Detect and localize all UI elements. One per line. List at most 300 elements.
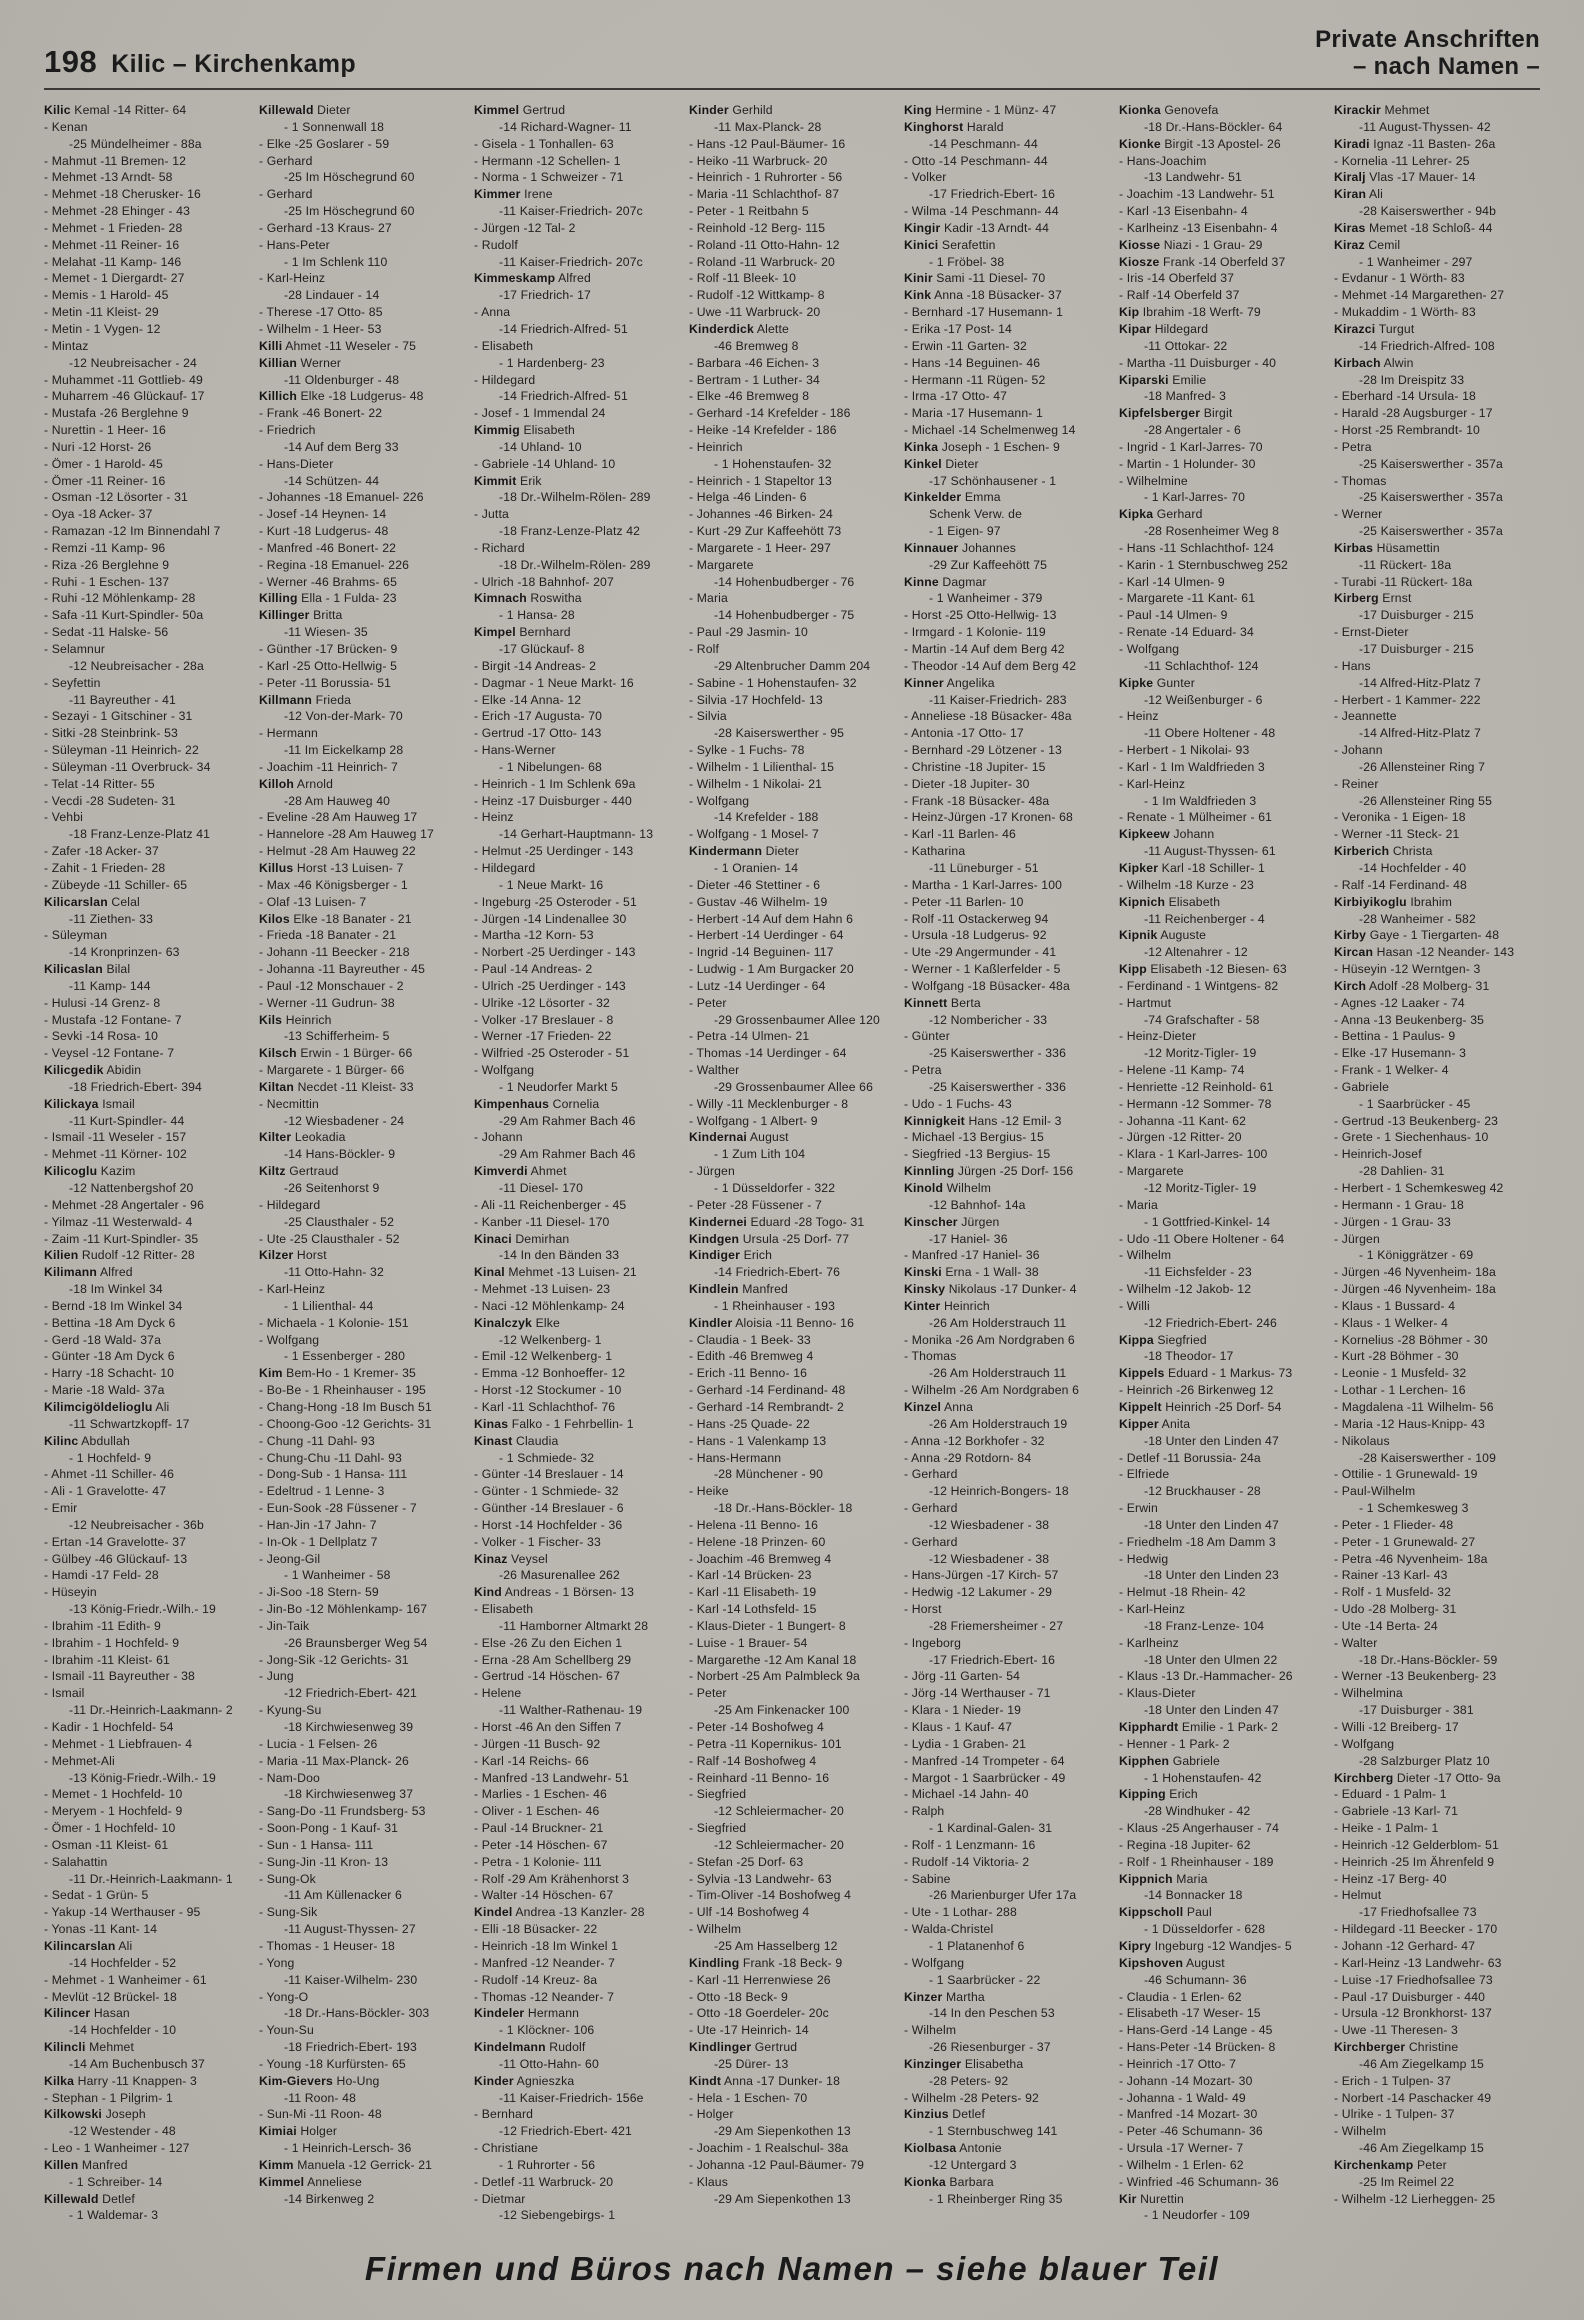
directory-entry: - Bettina -18 Am Dyck 6 — [44, 1315, 176, 1330]
header-left — [44, 44, 356, 80]
directory-entry: - Heinz-Dieter — [1119, 1029, 1197, 1044]
surname: Kipphardt — [1119, 1720, 1179, 1734]
directory-entry: - Helmut — [1334, 1888, 1382, 1903]
entry-continuation: - 1 Waldemar- 3 — [69, 2208, 159, 2223]
surname-entry: Kinzinger Elisabetha — [904, 2056, 1024, 2071]
directory-entry: - Luise -17 Friedhofsallee 73 — [1334, 1972, 1493, 1987]
directory-entry: - Udo -11 Obere Holtener - 64 — [1119, 1231, 1285, 1246]
directory-entry: - Hermann -11 Rügen- 52 — [904, 372, 1046, 387]
directory-entry: - Heinz — [1119, 709, 1159, 724]
surname: Kirch — [1334, 978, 1367, 993]
entry-continuation: -18 Dr.-Wilhelm-Rölen- 289 — [499, 557, 651, 572]
directory-entry: - Heinrich - 1 Ruhrorter - 56 — [689, 170, 843, 185]
directory-entry: - Meryem - 1 Hochfeld- 9 — [44, 1804, 183, 1819]
directory-entry: - Hans-Peter -14 Brücken- 8 — [1119, 2040, 1276, 2055]
surname-entry: Kimmeskamp Alfred — [474, 271, 591, 286]
directory-entry: - Irma -17 Otto- 47 — [904, 389, 1008, 404]
surname: Kindler — [689, 1315, 733, 1330]
directory-entry: - Paul -14 Ulmen- 9 — [1119, 608, 1228, 623]
surname-entry: Kim Bem-Ho - 1 Kremer- 35 — [259, 1366, 416, 1381]
entry-continuation: -18 Manfred- 3 — [1144, 389, 1227, 404]
directory-entry: - Hedwig -12 Lakumer - 29 — [904, 1585, 1053, 1600]
directory-entry: - Veronika - 1 Eigen- 18 — [1334, 810, 1466, 825]
entry-continuation: -29 Zur Kaffeehött 75 — [929, 557, 1048, 572]
directory-entry: - Heinz -17 Berg- 40 — [1334, 1871, 1447, 1886]
surname: Kirackir — [1334, 103, 1381, 117]
entry-continuation: -12 Nattenbergshof 20 — [69, 1181, 194, 1195]
surname-entry: Kirackir Mehmet — [1334, 103, 1430, 117]
surname: Kiradi — [1334, 136, 1370, 151]
directory-entry: - Elke -14 Anna- 12 — [474, 692, 582, 707]
directory-entry: - Jürgen -12 Tal- 2 — [474, 220, 576, 235]
directory-entry: - Ramazan -12 Im Binnendahl 7 — [44, 524, 221, 539]
directory-entry: - Memis - 1 Harold- 45 — [44, 288, 169, 303]
surname: Kilic — [44, 103, 71, 117]
directory-entry: - Detlef -11 Borussia- 24a — [1119, 1450, 1261, 1465]
directory-entry: - Martha - 1 Karl-Jarres- 100 — [904, 877, 1063, 892]
entry-continuation: -12 Welkenberg- 1 — [499, 1332, 602, 1347]
directory-entry: - Jeannette — [1334, 709, 1397, 724]
directory-entry: - Willy -11 Mecklenburger - 8 — [689, 1096, 849, 1111]
entry-continuation: -14 Richard-Wagner- 11 — [499, 119, 632, 134]
directory-entry: - Grete - 1 Siechenhaus- 10 — [1334, 1130, 1489, 1145]
entry-continuation: -11 Kaiser-Friedrich- 207c — [499, 204, 643, 219]
directory-entry: - Johann -14 Mozart- 30 — [1119, 2073, 1253, 2088]
directory-entry: - Dong-Sub - 1 Hansa- 111 — [259, 1467, 408, 1482]
directory-entry: - Wilma -14 Peschmann- 44 — [904, 204, 1059, 219]
entry-continuation: -18 Unter den Linden 47 — [1144, 1703, 1279, 1718]
entry-continuation: -11 Schlachthof- 124 — [1144, 658, 1259, 673]
surname: Kinas — [474, 1416, 509, 1431]
directory-entry: - Mehmet -11 Körner- 102 — [44, 1147, 187, 1162]
directory-entry: - Walther — [689, 1063, 740, 1078]
entry-continuation: -28 Dahlien- 31 — [1359, 1164, 1445, 1179]
surname-entry: Kilicarslan Celal — [44, 894, 140, 909]
directory-entry: - Henner - 1 Park- 2 — [1119, 1736, 1230, 1751]
surname-entry: Kinas Falko - 1 Fehrbellin- 1 — [474, 1416, 634, 1431]
directory-entry: - Hans-Gerd -14 Lange - 45 — [1119, 2023, 1273, 2038]
surname: Kinski — [904, 1265, 942, 1280]
directory-entry: - Silvia — [689, 709, 727, 724]
directory-entry: - Wolfgang — [689, 793, 750, 808]
entry-continuation: -14 Peschmann- 44 — [929, 136, 1038, 151]
entry-continuation: -14 Am Buchenbusch 37 — [69, 2056, 205, 2071]
directory-entry: - Rudolf — [474, 237, 518, 252]
directory-entry: - Karl -11 Schlachthof- 76 — [474, 1399, 616, 1414]
directory-entry: - Ahmet -11 Schiller- 46 — [44, 1467, 175, 1482]
directory-entry: - Margarete -11 Kant- 61 — [1119, 591, 1256, 606]
directory-entry: - Günther -14 Breslauer - 6 — [474, 1501, 624, 1516]
directory-entry: - Peter -14 Höschen- 67 — [474, 1837, 608, 1852]
directory-entry: - Gerd -18 Wald- 37a — [44, 1332, 162, 1347]
surname-entry: Kindlein Manfred — [689, 1282, 788, 1297]
surname-entry: Kipka Gerhard — [1119, 507, 1203, 522]
entry-continuation: -18 Unter den Ulmen 22 — [1144, 1652, 1278, 1667]
directory-entry: - Marie -18 Wald- 37a — [44, 1383, 165, 1398]
directory-entry: - Wolfgang — [474, 1063, 535, 1078]
directory-entry: - Klara - 1 Nieder- 19 — [904, 1703, 1022, 1718]
surname-entry: Kilien Rudolf -12 Ritter- 28 — [44, 1248, 195, 1263]
directory-entry: - Mintaz — [44, 338, 89, 353]
directory-entry: - Uwe -11 Theresen- 3 — [1334, 2023, 1458, 2038]
directory-entry: - Maria -12 Haus-Knipp- 43 — [1334, 1416, 1485, 1431]
directory-entry: - Norbert -25 Uerdinger - 143 — [474, 945, 636, 960]
directory-entry: - Günter — [904, 1029, 950, 1044]
entry-continuation: -18 Friedrich-Ebert- 193 — [284, 2040, 417, 2055]
surname-entry: Kinal Mehmet -13 Luisen- 21 — [474, 1265, 637, 1280]
header-right-line1: Private Anschriften — [1315, 26, 1540, 53]
directory-entry: - Sedat - 1 Grün- 5 — [44, 1888, 149, 1903]
directory-entry: - Michael -14 Schelmenweg 14 — [904, 423, 1076, 438]
entry-continuation: -26 Allensteiner Ring 55 — [1359, 793, 1493, 808]
entry-continuation: -11 Kaiser-Wilhelm- 230 — [284, 1972, 418, 1987]
directory-entry: - Zübeyde -11 Schiller- 65 — [44, 877, 188, 892]
surname: Kimmer — [474, 187, 521, 202]
directory-entry: - Margarete - 1 Bürger- 66 — [259, 1063, 405, 1078]
directory-entry: - Joachim -46 Bremweg 4 — [689, 1551, 832, 1566]
directory-entry: - Paul -14 Andreas- 2 — [474, 962, 593, 977]
surname: Kilicgedik — [44, 1063, 104, 1078]
surname-entry: King Hermine - 1 Münz- 47 — [904, 103, 1057, 117]
directory-entry: - Michael -14 Jahn- 40 — [904, 1787, 1029, 1802]
surname: Kilzer — [259, 1248, 294, 1263]
directory-entry: - Leo - 1 Wanheimer - 127 — [44, 2141, 190, 2156]
surname-entry: Killi Ahmet -11 Weseler - 75 — [259, 338, 417, 353]
directory-entry: - Maria — [1119, 1197, 1158, 1212]
directory-entry: - Elke -46 Bremweg 8 — [689, 389, 810, 404]
entry-continuation: -11 Eichsfelder - 23 — [1144, 1265, 1252, 1280]
directory-entry: - Dietmar — [474, 2191, 526, 2206]
directory-entry: - Petra -14 Ulmen- 21 — [689, 1029, 810, 1044]
entry-continuation: - 1 Schreiber- 14 — [69, 2174, 163, 2189]
surname-entry: Kiradi Ignaz -11 Basten- 26a — [1334, 136, 1496, 151]
directory-entry: - Peter -11 Borussia- 51 — [259, 675, 392, 690]
directory-entry: - Erich - 1 Tulpen- 37 — [1334, 2073, 1452, 2088]
surname-entry: Kinne Dagmar — [904, 574, 987, 589]
directory-entry: - Peter -28 Füssener - 7 — [689, 1197, 822, 1212]
surname-entry: Kindler Aloisia -11 Benno- 16 — [689, 1315, 855, 1330]
directory-entry: - Anna -12 Borkhofer - 32 — [904, 1433, 1045, 1448]
directory-entry: - Theodor -14 Auf dem Berg 42 — [904, 658, 1077, 673]
directory-entry: - Martin - 1 Holunder- 30 — [1119, 456, 1256, 471]
directory-entry: - Elli -18 Büsacker- 22 — [474, 1922, 598, 1937]
entry-continuation: -13 König-Friedr.-Wilh.- 19 — [69, 1770, 216, 1785]
entry-continuation: -29 Grossenbaumer Allee 120 — [714, 1012, 880, 1027]
directory-entry: - Mevlüt -12 Brückel- 18 — [44, 1989, 177, 2004]
surname-entry: Kinkelder Emma — [904, 490, 1001, 505]
directory-entry: - Harald -28 Augsburger - 17 — [1334, 406, 1493, 421]
surname: Kippnich — [1119, 1871, 1173, 1886]
surname: Kirchberg — [1334, 1770, 1394, 1785]
directory-entry: - Willi -12 Breiberg- 17 — [1334, 1720, 1459, 1734]
surname-entry: Kiltz Gertraud — [259, 1164, 339, 1179]
directory-entry: - Uwe -11 Warbruck- 20 — [689, 305, 821, 320]
directory-entry: - Hela - 1 Eschen- 70 — [689, 2090, 808, 2105]
directory-entry: - Manfred -12 Neander- 7 — [474, 1955, 616, 1970]
entry-continuation: -29 Am Rahmer Bach 46 — [499, 1113, 636, 1128]
directory-entry: - Holger — [689, 2107, 734, 2122]
directory-entry: - Ingeborg — [904, 1635, 962, 1650]
surname: Kinkel — [904, 456, 942, 471]
surname-entry: Kiparski Emilie — [1119, 372, 1207, 387]
entry-continuation: - 1 Lilienthal- 44 — [284, 1298, 374, 1313]
surname: Kinnauer — [904, 540, 959, 555]
surname-entry: Kiosse Niazi - 1 Grau- 29 — [1119, 237, 1263, 252]
directory-entry: - Frank -18 Büsacker- 48a — [904, 793, 1050, 808]
directory-entry: - Mehmet -14 Margarethen- 27 — [1334, 288, 1505, 303]
surname-entry: Killoh Arnold — [259, 776, 334, 791]
directory-entry: - Iris -14 Oberfeld 37 — [1119, 271, 1235, 286]
surname: Killewald — [259, 103, 314, 117]
directory-entry: - Friedrich — [259, 423, 316, 438]
entry-continuation: -17 Glückauf- 8 — [499, 642, 585, 656]
entry-continuation: -14 Birkenweg 2 — [284, 2191, 375, 2206]
entry-continuation: -17 Friedhofsallee 73 — [1359, 1905, 1477, 1920]
entry-continuation: - 1 Hochfeld- 9 — [69, 1450, 152, 1465]
directory-entry: - Wilhelm - 1 Heer- 53 — [259, 321, 382, 336]
directory-entry: - Evdanur - 1 Wörth- 83 — [1334, 271, 1465, 286]
entry-continuation: -14 Hans-Böckler- 9 — [284, 1147, 396, 1162]
directory-entry: - Wilhelmina — [1334, 1686, 1403, 1701]
directory-entry: - Nam-Doo — [259, 1770, 320, 1785]
surname-entry: Kimmer Irene — [474, 187, 553, 202]
directory-entry: - Thomas — [1334, 473, 1387, 488]
directory-entry: - Sun - 1 Hansa- 111 — [259, 1837, 374, 1852]
entry-continuation: -12 Heinrich-Bongers- 18 — [929, 1484, 1069, 1499]
directory-entry: - Eduard - 1 Palm- 1 — [1334, 1787, 1447, 1802]
surname: Kipphen — [1119, 1753, 1170, 1768]
directory-entry: - Jürgen -12 Ritter- 20 — [1119, 1130, 1242, 1145]
directory-entry: - Petra — [1334, 439, 1372, 454]
surname: Kimnach — [474, 591, 527, 606]
directory-entry: - Volker - 1 Fischer- 33 — [474, 1534, 601, 1549]
directory-entry: - Jürgen -46 Nyvenheim- 18a — [1334, 1265, 1496, 1280]
directory-entry: - Gerhard -14 Krefelder - 186 — [689, 406, 851, 421]
directory-entry: - Maria — [689, 591, 728, 606]
surname-entry: Kimpenhaus Cornelia — [474, 1096, 600, 1111]
surname: Kionke — [1119, 136, 1161, 151]
directory-entry: - Jeong-Gil — [259, 1551, 321, 1566]
directory-entry: - Heinrich -18 Im Winkel 1 — [474, 1938, 619, 1953]
directory-entry: - Wolfgang -18 Büsacker- 48a — [904, 978, 1070, 993]
directory-entry: - Gertrud -13 Beukenberg- 23 — [1334, 1113, 1499, 1128]
directory-entry: - Harry -18 Schacht- 10 — [44, 1366, 175, 1381]
surname: Kinnigkeit — [904, 1113, 965, 1128]
entry-continuation: -18 Franz-Lenze- 104 — [1144, 1618, 1265, 1633]
entry-continuation: - 1 Neudorfer Markt 5 — [499, 1079, 618, 1094]
directory-entry: - Emma -12 Bonhoeffer- 12 — [474, 1366, 626, 1381]
directory-entry: - Herbert -14 Uerdinger - 64 — [689, 928, 844, 943]
surname-entry: Kipphardt Emilie - 1 Park- 2 — [1119, 1720, 1279, 1734]
entry-continuation: -25 Im Reimel 22 — [1359, 2174, 1455, 2189]
directory-entry: - Sitki -28 Steinbrink- 53 — [44, 726, 178, 741]
entry-continuation: -18 Franz-Lenze-Platz 42 — [499, 524, 641, 539]
surname-entry: Kimverdi Ahmet — [474, 1164, 567, 1179]
surname: Kirberich — [1334, 844, 1390, 859]
surname-entry: Kindermann Dieter — [689, 844, 800, 859]
directory-entry: - Lothar - 1 Lerchen- 16 — [1334, 1383, 1466, 1398]
directory-entry: - In-Ok - 1 Dellplatz 7 — [259, 1534, 378, 1549]
directory-entry: - Birgit -14 Andreas- 2 — [474, 658, 596, 673]
directory-entry: - Erna -28 Am Schellberg 29 — [474, 1652, 632, 1667]
directory-entry: - Nikolaus — [1334, 1433, 1390, 1448]
entry-continuation: - 1 Düsseldorfer - 628 — [1144, 1922, 1266, 1937]
surname-entry: Killing Ella - 1 Fulda- 23 — [259, 591, 397, 606]
entry-continuation: - 1 Klöckner- 106 — [499, 2023, 595, 2038]
directory-entry: - Peter -46 Schumann- 36 — [1119, 2124, 1263, 2139]
entry-continuation: -12 Nombericher - 33 — [929, 1012, 1048, 1027]
directory-entry: - Herbert - 1 Kammer- 222 — [1334, 692, 1481, 707]
entry-continuation: -11 Dr.-Heinrich-Laakmann- 1 — [69, 1871, 233, 1886]
directory-entry: - Ute - 1 Lothar- 288 — [904, 1905, 1017, 1920]
directory-entry: - Wilfried -25 Osteroder - 51 — [474, 1046, 630, 1061]
surname-entry: Kilimann Alfred — [44, 1265, 133, 1280]
surname-entry: Kilic Kemal -14 Ritter- 64 — [44, 103, 187, 117]
directory-entry: - Hans-Hermann — [689, 1450, 782, 1465]
entry-continuation: - 1 Sternbuschweg 141 — [929, 2124, 1058, 2139]
surname: Kinaz — [474, 1551, 508, 1566]
directory-entry: - Wilhelmine — [1119, 473, 1188, 488]
entry-continuation: - 1 Hardenberg- 23 — [499, 355, 605, 370]
surname-entry: Kinder Gerhild — [689, 103, 773, 117]
directory-entry: - Mehmet -13 Arndt- 58 — [44, 170, 173, 185]
surname: Kiraz — [1334, 237, 1365, 252]
entry-continuation: -26 Braunsberger Weg 54 — [284, 1635, 428, 1650]
directory-entry: - Horst -14 Hochfelder - 36 — [474, 1517, 623, 1532]
entry-continuation: -17 Duisburger - 381 — [1359, 1703, 1474, 1718]
directory-entry: - Young -18 Kurfürsten- 65 — [259, 2056, 406, 2071]
directory-entry: - Rudolf -12 Wittkamp- 8 — [689, 288, 825, 303]
directory-entry: - Regina -18 Emanuel- 226 — [259, 557, 410, 572]
entry-continuation: -17 Friedrich-Ebert- 16 — [929, 1652, 1056, 1667]
directory-entry: - Reinhold -12 Berg- 115 — [689, 220, 826, 235]
directory-entry: - Erika -17 Post- 14 — [904, 321, 1012, 336]
entry-continuation: - 1 Fröbel- 38 — [929, 254, 1005, 269]
directory-entry: - Margarete — [1119, 1164, 1184, 1179]
surname-entry: Kinalczyk Elke — [474, 1315, 560, 1330]
directory-entry: - Salahattin — [44, 1854, 108, 1869]
directory-entry: - Otto -18 Beck- 9 — [689, 1989, 788, 2004]
entry-continuation: -14 Bonnacker 18 — [1144, 1888, 1243, 1903]
directory-entry: - Hamdi -17 Feld- 28 — [44, 1568, 159, 1583]
surname-entry: Kipfelsberger Birgit — [1119, 406, 1233, 421]
surname-entry: Kimmig Elisabeth — [474, 423, 575, 438]
surname: Kilien — [44, 1248, 79, 1263]
surname: Kipp — [1119, 962, 1147, 977]
directory-entry: - Rudolf -14 Viktoria- 2 — [904, 1854, 1030, 1869]
surname: Kippelt — [1119, 1399, 1162, 1414]
entry-continuation: -46 Schumann- 36 — [1144, 1972, 1247, 1987]
entry-continuation: - 1 Nibelungen- 68 — [499, 759, 602, 774]
directory-entry: - Rainer -13 Karl- 43 — [1334, 1568, 1448, 1583]
surname: Kilimann — [44, 1265, 98, 1280]
directory-entry: - Margarethe -12 Am Kanal 18 — [689, 1652, 857, 1667]
directory-entry: - Sevki -14 Rosa- 10 — [44, 1029, 159, 1044]
surname-entry: Kindernei Eduard -28 Togo- 31 — [689, 1214, 865, 1229]
directory-entry: - Sezayi - 1 Gitschiner - 31 — [44, 709, 193, 724]
surname: Kipar — [1119, 321, 1152, 336]
entry-continuation: -14 In den Bänden 33 — [499, 1248, 620, 1263]
surname: Kinold — [904, 1181, 944, 1195]
surname-entry: Kir Nurettin — [1119, 2191, 1184, 2206]
entry-continuation: -17 Schönhausener - 1 — [929, 473, 1057, 488]
surname: Kiltz — [259, 1164, 286, 1179]
directory-entry: - Sylvia -13 Landwehr- 63 — [689, 1871, 832, 1886]
entry-continuation: -28 Kaiserswerther - 95 — [714, 726, 845, 741]
surname-entry: Kionke Birgit -13 Apostel- 26 — [1119, 136, 1281, 151]
surname-entry: Kipper Anita — [1119, 1416, 1191, 1431]
surname-entry: Killich Elke -18 Ludgerus- 48 — [259, 389, 424, 404]
surname: Killian — [259, 355, 297, 370]
surname-entry: Kindel Andrea -13 Kanzler- 28 — [474, 1905, 645, 1920]
directory-entry: - Hannelore -28 Am Hauweg 17 — [259, 827, 434, 842]
surname-entry: Kinder Agnieszka — [474, 2073, 575, 2088]
header-right-line2: – nach Namen – — [1353, 53, 1540, 80]
directory-entry: - Herbert -14 Auf dem Hahn 6 — [689, 911, 854, 926]
directory-entry: - Erwin — [1119, 1501, 1158, 1516]
directory-entry: - Hüseyin -12 Werntgen- 3 — [1334, 962, 1481, 977]
directory-entry: - Erwin -11 Garten- 32 — [904, 338, 1027, 353]
directory-entry: - Elfriede — [1119, 1467, 1170, 1482]
directory-entry: - Ottilie - 1 Grunewald- 19 — [1334, 1467, 1478, 1482]
directory-entry: - Yakup -14 Werthauser - 95 — [44, 1905, 201, 1920]
directory-entry: - Heinz-Jürgen -17 Kronen- 68 — [904, 810, 1073, 825]
directory-entry: - Werner - 1 Kaßlerfelder - 5 — [904, 962, 1061, 977]
entry-continuation: -18 Dr.-Hans-Böckler- 18 — [714, 1501, 853, 1516]
surname-entry: Kipp Elisabeth -12 Biesen- 63 — [1119, 962, 1287, 977]
surname: Killinger — [259, 608, 310, 623]
directory-entry: - Ruhi - 1 Eschen- 137 — [44, 574, 170, 589]
directory-entry: - Karl -11 Elisabeth- 19 — [689, 1585, 817, 1600]
directory-entry: - Heinrich -12 Gelderblom- 51 — [1334, 1837, 1499, 1852]
surname: Kindel — [474, 1905, 513, 1920]
surname: Kiosze — [1119, 254, 1160, 269]
directory-entry: - Ursula -18 Ludgerus- 92 — [904, 928, 1047, 943]
directory-entry: - Mahmut -11 Bremen- 12 — [44, 153, 187, 168]
surname-entry: Kindlinger Gertrud — [689, 2040, 798, 2055]
surname-entry: Kilkowski Joseph — [44, 2107, 146, 2122]
directory-entry: - Wolfgang — [1119, 642, 1180, 656]
entry-continuation: -28 Rosenheimer Weg 8 — [1144, 524, 1280, 539]
surname-entry: Kimmel Anneliese — [259, 2174, 362, 2189]
surname-entry: Kilicoglu Kazim — [44, 1164, 136, 1179]
entry-continuation: -12 Schleiermacher- 20 — [714, 1837, 844, 1852]
directory-entry: - Ingeburg -25 Osteroder - 51 — [474, 894, 637, 909]
directory-entry: - Gerhard -14 Rembrandt- 2 — [689, 1399, 844, 1414]
directory-entry: - Mukaddim - 1 Wörth- 83 — [1334, 305, 1476, 320]
directory-entry: - Hermann — [259, 726, 318, 741]
entry-continuation: -17 Haniel- 36 — [929, 1231, 1008, 1246]
directory-entry: - Petra — [904, 1063, 942, 1078]
surname-entry: Kirchenkamp Peter — [1334, 2157, 1447, 2172]
directory-entry: - Yong — [259, 1955, 295, 1970]
directory-entry: - Mustafa -12 Fontane- 7 — [44, 1012, 182, 1027]
directory-entry: - Mehmet-Ali — [44, 1753, 115, 1768]
surname-entry: Kinaci Demirhan — [474, 1231, 570, 1246]
directory-entry: - Michael -13 Bergius- 15 — [904, 1130, 1044, 1145]
entry-continuation: -11 Kurt-Spindler- 44 — [69, 1113, 185, 1128]
directory-entry: - Elisabeth — [474, 338, 534, 353]
directory-entry: - Silvia -17 Hochfeld- 13 — [689, 692, 823, 707]
entry-continuation: -28 Peters- 92 — [929, 2073, 1009, 2088]
directory-entry: - Necmittin — [259, 1096, 319, 1111]
directory-entry: - Thomas -12 Neander- 7 — [474, 1989, 615, 2004]
surname: Kinir — [904, 271, 933, 286]
entry-continuation: - 1 Kardinal-Galen- 31 — [929, 1821, 1053, 1836]
directory-entry: - Ibrahim -11 Edith- 9 — [44, 1618, 161, 1633]
directory-entry: - Paul -12 Monschauer - 2 — [259, 978, 404, 993]
surname: Kimmel — [474, 103, 520, 117]
